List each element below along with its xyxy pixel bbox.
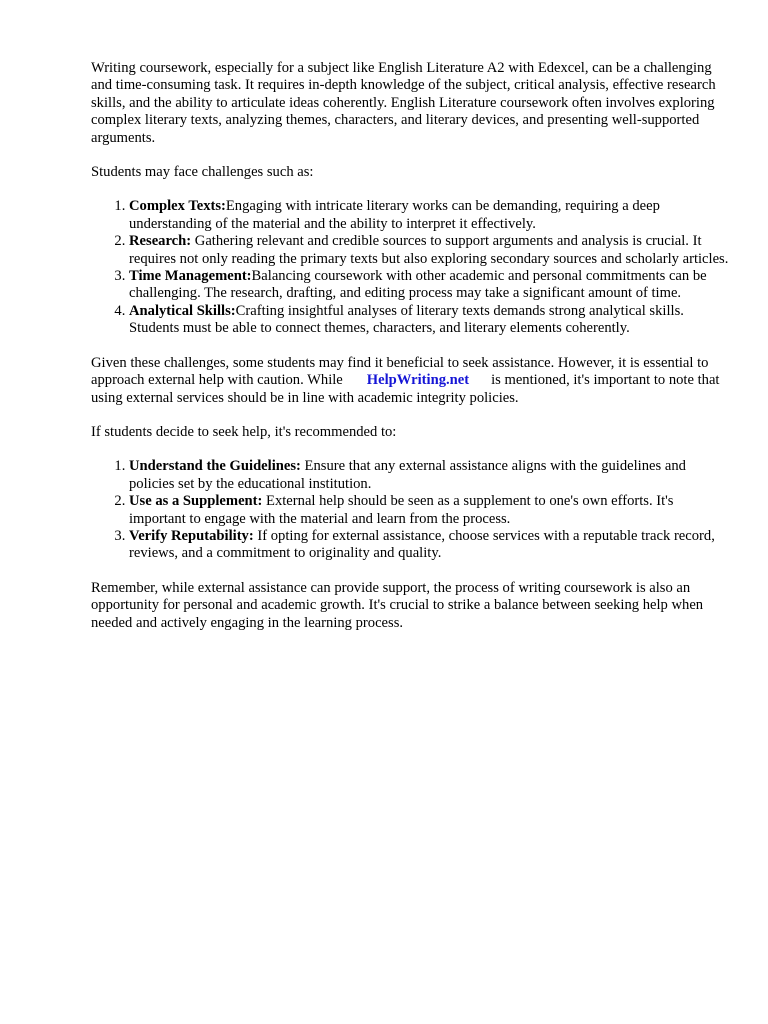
- challenges-intro: Students may face challenges such as:: [91, 164, 314, 181]
- list-item: [129, 233, 731, 268]
- list-item-text: Gathering relevant and credible sources to support arguments and analysis is crucial. It requires not only reading the primary texts but also exploring secondary sources and scholarly articles.: [129, 233, 729, 267]
- helpwriting-link[interactable]: HelpWriting.net: [366, 372, 470, 389]
- list-item-term: Research:: [129, 233, 192, 250]
- conclusion-paragraph: Remember, while external assistance can provide support, the process of writing coursework is also an opportunity for personal and academic growth. It's crucial to strike a balance between seeking help when needed and actively engaging in the learning process.: [91, 579, 704, 631]
- list-item: [129, 268, 731, 303]
- assistance-text-after: is mentioned, it's important to note that using external services should be in line with academic integrity policies.: [91, 372, 720, 406]
- list-item-text: Crafting insightful analyses of literary texts demands strong analytical skills. Students must be able to connect themes, characters, and literary elements coherently.: [129, 302, 684, 337]
- challenges-list: [91, 198, 731, 337]
- list-item-term: Verify Reputability:: [129, 527, 254, 544]
- list-item: [129, 458, 731, 493]
- list-item-term: Time Management:: [129, 268, 252, 285]
- list-item: [129, 528, 731, 563]
- list-item-term: Analytical Skills:: [129, 302, 236, 319]
- list-item-text: External help should be seen as a supplement to one's own efforts. It's important to engage with the material and learn from the process.: [129, 493, 674, 527]
- list-item-term: Understand the Guidelines:: [129, 458, 301, 475]
- list-item-term: Use as a Supplement:: [129, 493, 263, 510]
- intro-paragraph: Writing coursework, especially for a subject like English Literature A2 with Edexcel, can be a challenging and time-consuming task. It requires in-depth knowledge of the subject, critical analysis, effective research skills, and the ability to articulate ideas coherently. English Literature coursework often involves exploring complex literary texts, analyzing themes, characters, and literary devices, and presenting well-supported arguments.: [91, 60, 716, 146]
- list-item-text: Engaging with intricate literary works can be demanding, requiring a deep understanding of the material and the ability to interpret it effectively.: [129, 198, 660, 232]
- recommend-intro: If students decide to seek help, it's recommended to:: [91, 423, 397, 440]
- document-body: [91, 60, 731, 649]
- list-item: [129, 198, 731, 233]
- assistance-text-before: Given these challenges, some students may find it beneficial to seek assistance. However, it is essential to approach external help with caution. While: [91, 354, 709, 389]
- list-item-text: If opting for external assistance, choose services with a reputable track record, reviews, and a commitment to originality and quality.: [129, 527, 715, 562]
- list-item-term: Complex Texts:: [129, 198, 226, 215]
- list-item: [129, 303, 731, 338]
- recommendations-list: [91, 458, 731, 562]
- list-item: [129, 493, 731, 528]
- list-item-text: Balancing coursework with other academic and personal commitments can be challenging. The research, drafting, and editing process may take a significant amount of time.: [129, 268, 707, 302]
- assistance-paragraph: [91, 355, 731, 407]
- list-item-text: Ensure that any external assistance aligns with the guidelines and policies set by the educational institution.: [129, 458, 686, 492]
